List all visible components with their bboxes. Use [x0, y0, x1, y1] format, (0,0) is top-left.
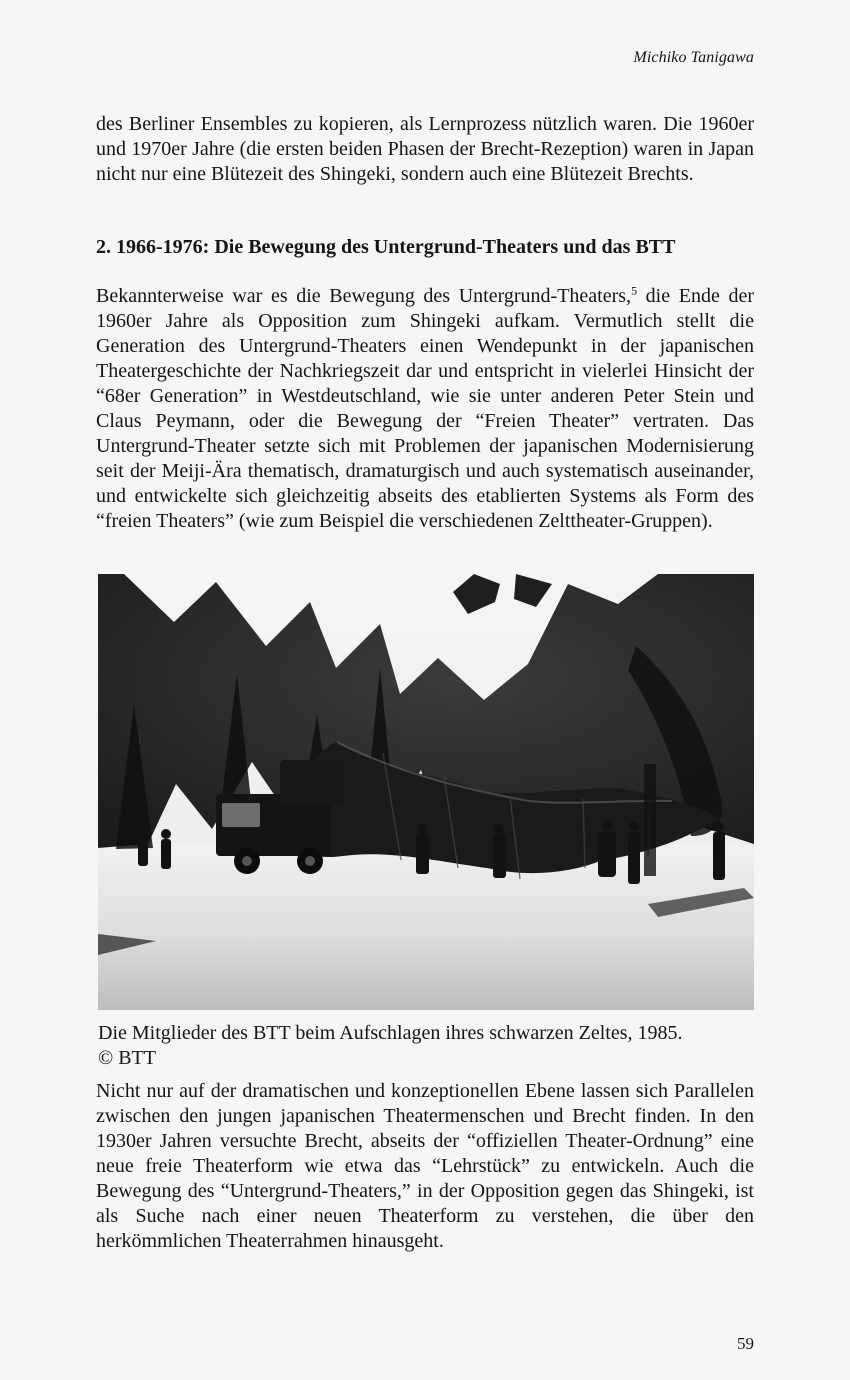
tent-photo: [98, 574, 754, 1010]
paragraph-1: des Berliner Ensembles zu kopieren, als Lernprozess nützlich waren. Die 1960er und 1970er Jahre (die ersten beiden Phasen der Brecht-Rezeption) waren in Japan nicht nur eine Blütezeit des Shingeki, sondern auch eine Blütezeit Brechts.: [96, 113, 754, 185]
paragraph-2: [96, 284, 754, 534]
figure-caption: [98, 1021, 754, 1071]
caption-copyright: © BTT: [98, 1047, 156, 1069]
running-header-author: Michiko Tanigawa: [633, 49, 754, 66]
photo-illustration: [98, 574, 754, 1010]
page-number: 59: [737, 1334, 754, 1353]
tree-trunk: [644, 764, 656, 876]
paragraph-2-start: Bekannterweise war es die Bewegung des Untergrund-Theaters,: [96, 285, 632, 307]
paragraph-2-rest: die Ende der 1960er Jahre als Opposition zum Shingeki aufkam. Vermutlich stellt die Generation des Untergrund-Theaters einen Wendepunkt in der japanischen Theatergeschichte der Nachkriegszeit dar und entspricht in vielerlei Hinsicht der “68er Generation” in Westdeutschland, wie sie unter anderen Peter Stein und Claus Peymann, oder die Bewegung der “Freien Theater” vertraten. Das Untergrund-Theater setzte sich mit Problemen der japanischen Modernisierung seit der Meiji-Ära thematisch, dramaturgisch und auch systematisch auseinander, und entwickelte sich gleichzeitig abseits des etablierten Systems als Form des “freien Theaters” (wie zum Beispiel die verschiedenen Zelttheater-Gruppen).: [96, 285, 754, 532]
paragraph-3: Nicht nur auf der dramatischen und konzeptionellen Ebene lassen sich Parallelen zwischen den jungen japanischen Theatermenschen und Brecht finden. In den 1930er Jahren versuchte Brecht, abseits der “offiziellen Theater-Ordnung” eine neue freie Theaterform wie etwa das “Lehrstück” zu entwickeln. Auch die Bewegung des “Untergrund-Theaters,” in der Opposition gegen das Shingeki, ist als Suche nach einer neuen Theaterform zu verstehen, die über den herkömmlichen Theaterrahmen hinausgeht.: [96, 1080, 754, 1252]
caption-line-1: Die Mitglieder des BTT beim Aufschlagen ihres schwarzen Zeltes, 1985.: [98, 1022, 683, 1044]
footnote-reference: 5: [631, 283, 638, 298]
section-heading: 2. 1966-1976: Die Bewegung des Untergrund-Theaters und das BTT: [96, 236, 676, 258]
